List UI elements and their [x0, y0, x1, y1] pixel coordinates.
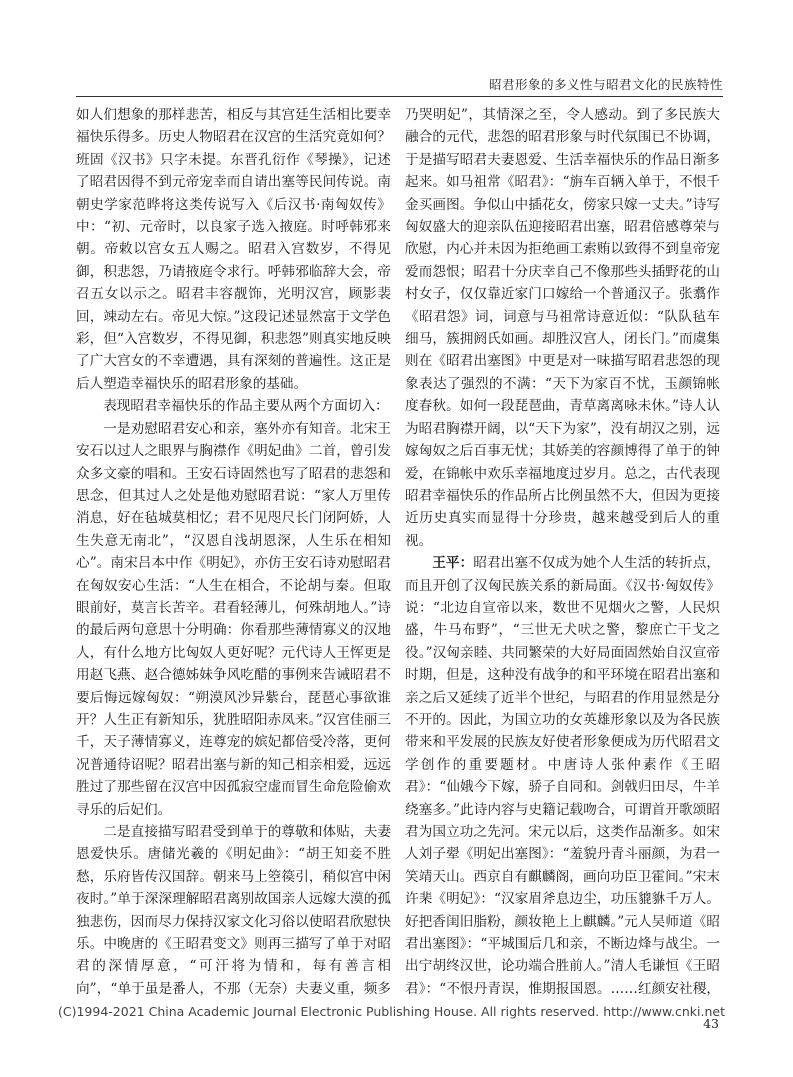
page-number: 43 — [703, 1016, 719, 1031]
header-rule — [76, 96, 723, 97]
paragraph: 表现昭君幸福快乐的作品主要从两个方面切入： — [103, 398, 389, 415]
running-header-title: 昭君形象的多义性与昭君文化的民族特性 — [488, 77, 723, 92]
paragraph: 一是劝慰昭君安心和亲，塞外亦有知音。北宋王安石以过人之眼界与胸襟作《明妃曲》二首，曾引发众多文豪的唱和。王安石诗固然也写了昭君的悲怨和思念，但其过人之处是他劝慰昭君说：“家人万里传消息，好在毡城莫相忆；君不见咫尺长门闭阿娇，人生失意无南北”，“汉恩自浅胡恩深，人生乐在相知心”。南宋吕本中作《明妃》，亦仿王安石诗劝慰昭君在匈奴安心生活：“人生在相合，不论胡与秦。但取眼前好，莫言长苦辛。君看轻薄儿，何殊胡地人。”诗的最后两句意思十分明确：你看那些薄情寡义的汉地人，有什么地方比匈奴人更好呢？元代诗人王恽更是用赵飞燕、赵合德姊妹争风吃醋的事例来告诫昭君不要后悔远嫁匈奴：“朔漠风沙异紫台，琵琶心事欲谁开？人生正有新知乐，犹胜昭阳赤凤来。”汉宫佳丽三千，天子薄情寡义，连尊宠的嫔妃都倍受冷落，更何况普通待诏呢？昭君出塞与新的知己相亲相爱，远远胜过了那些留在汉宫中因孤寂空虚而冒生命危险偷欢寻乐的后妃们。 — [76, 420, 391, 818]
footer-copyright: (C)1994-2021 China Academic Journal Electronic Publishing House. All rights reserved. http://www.cnki.net — [58, 1004, 725, 1019]
paragraph — [405, 552, 720, 999]
right-column — [405, 104, 720, 999]
paragraph: 乃哭明妃”，其情深之至，令人感动。到了多民族大融合的元代，悲怨的昭君形象与时代氛围已不协调，于是描写昭君夫妻恩爱、生活幸福快乐的作品日渐多起来。如马祖常《昭君》：“旃车百辆入单于，不恨千金买画图。争似山中插花女，傍家只嫁一丈夫。”诗写匈奴盛大的迎亲队伍迎接昭君出塞，昭君倍感尊荣与欣慰，内心并未因为拒绝画工索贿以致得不到皇帝宠爱而怨恨；昭君十分庆幸自己不像那些头插野花的山村女子，仅仅靠近家门口嫁给一个普通汉子。张翥作《昭君怨》词，词意与马祖常诗意近似：“队队毡车细马，簇拥阏氏如画。却胜汉宫人，闭长门。”而虞集则在《昭君出塞图》中更是对一味描写昭君悲怨的现象表达了强烈的不满：“天下为家百不忧，玉颜锦帐度春秋。如何一段琵琶曲，青草离离咏未休。”诗人认为昭君胸襟开阔，以“天下为家”，没有胡汉之别，远嫁匈奴之后百事无忧；其娇美的容颜博得了单于的钟爱，在锦帐中欢乐幸福地度过岁月。总之，古代表现昭君幸福快乐的作品所占比例虽然不大，但因为更接近历史真实而显得十分珍贵，越来越受到后人的重视。 — [405, 107, 720, 549]
left-column — [76, 104, 391, 999]
speaker-label: 王平： — [432, 555, 474, 572]
paragraph: 如人们想象的那样悲苦，相反与其宫廷生活相比要幸福快乐得多。历史人物昭君在汉宫的生活究竟如何？班固《汉书》只字未提。东晋孔衍作《琴操》，记述了昭君因得不到元帝宠幸而自请出塞等民间传说。南朝史学家范晔将这类传说写入《后汉书·南匈奴传》中：“初、元帝时，以良家子选入掖庭。时呼韩邪来朝。帝敕以宫女五人赐之。昭君入宫数岁，不得见御，积悲怨，乃请掖庭令求行。呼韩邪临辞大会，帝召五女以示之。昭君丰容靓饰，光明汉宫，顾影裴回，竦动左右。帝见大惊。”这段记述显然富于文学色彩，但“入宫数岁，不得见御，积悲怨”则真实地反映了广大宫女的不幸遭遇，具有深刻的普遍性。这正是后人塑造幸福快乐的昭君形象的基础。 — [76, 107, 391, 392]
paragraph: 二是直接描写昭君受到单于的尊敬和体贴，夫妻恩爱快乐。唐储光羲的《明妃曲》：“胡王知妾不胜愁，乐府皆传汉国辞。朝来马上箜篌引，稍似宫中闲夜时。”单于深深理解昭君离别故国亲人远嫁大漠的孤独悲伤，因而尽力保持汉家文化习俗以使昭君欣慰快乐。中晚唐的《王昭君变文》则再三描写了单于对昭君的深情厚意，“可汗将为情和，每有善言相向”，“单于虽是番人，不那（无奈）夫妻义重，频多 — [76, 824, 391, 997]
paragraph-text: 昭君出塞不仅成为她个人生活的转折点，而且开创了汉匈民族关系的新局面。《汉书·匈奴传》说：“北边自宣帝以来，数世不见烟火之警，人民炽盛，牛马布野”，“三世无犬吠之警，黎庶亡干戈之役。”汉匈亲睦、共同繁荣的大好局面固然始自汉宣帝时期，但是，这种没有战争的和平环境在昭君出塞和亲之后又延续了近半个世纪，与昭君的作用显然是分不开的。因此，为国立功的女英雄形象以及为各民族带来和平发展的民族友好使者形象便成为历代昭君文学创作的重要题材。中唐诗人张仲素作《王昭君》：“仙娥今下嫁，骄子自同和。剑戟归田尽，牛羊绕塞多。”此诗内容与史籍记载吻合，可谓首开歌颂昭君为国立功之先河。宋元以后，这类作品渐多。如宋人刘子翚《明妃出塞图》：“羞貌丹青斗丽颜，为君一笑靖天山。西京自有麒麟阁，画向功臣卫霍间。”宋末许棐《明妃》：“汉家眉斧息边尘，功压貔貅千万人。好把香闺旧脂粉，颜妆艳上上麒麟。”元人吴师道《昭君出塞图》：“平城围后几和亲，不断边烽与战尘。一出宁胡终汉世，论功端合胜前人。”清人毛谦恒《王昭君》：“不恨丹青误，惟期报国恩。……红颜安社稷， — [405, 555, 720, 997]
